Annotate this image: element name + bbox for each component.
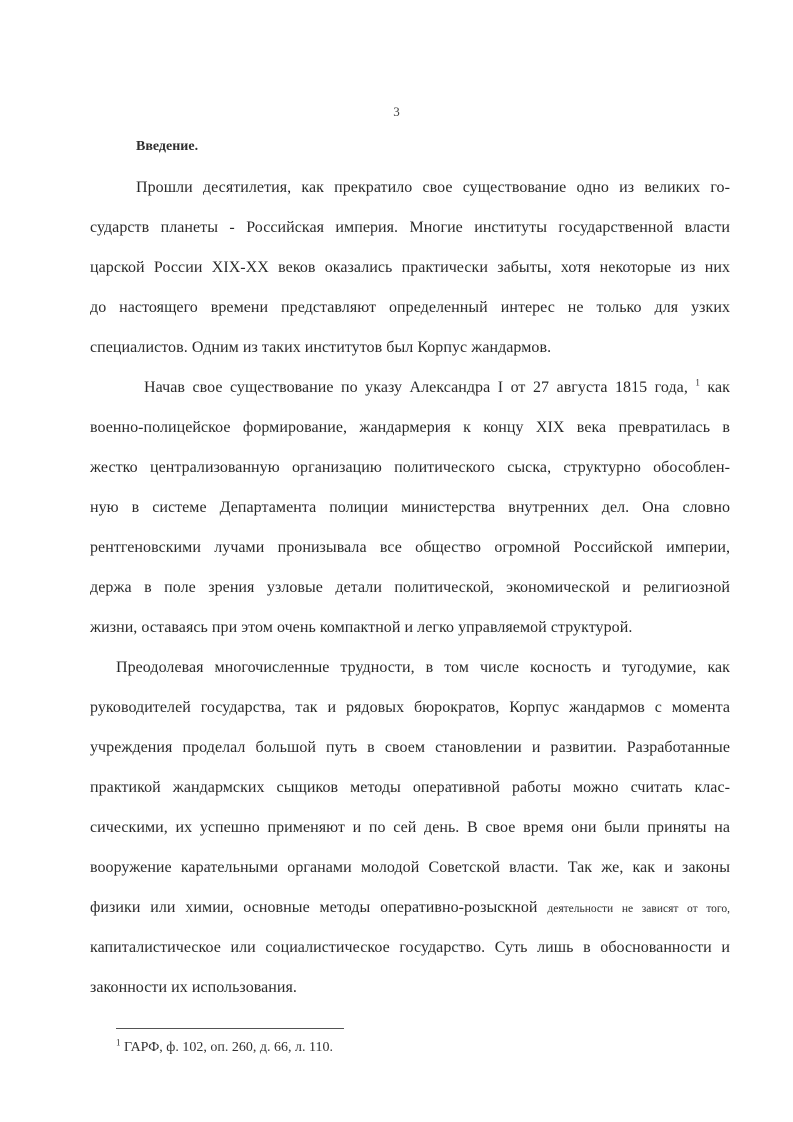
- footnote-text: ГАРФ, ф. 102, оп. 260, д. 66, л. 110.: [124, 1040, 333, 1055]
- paragraph-3-mixed-line: [90, 898, 730, 919]
- paragraph-1-line: сударств планеты - Российская империя. Многие институты государственной власти: [90, 219, 730, 236]
- paragraph-1-line: до настоящего времени представляют определенный интерес не только для узких: [90, 299, 730, 316]
- footnote-divider: [116, 1028, 344, 1029]
- paragraph-2-line: рентгеновскими лучами пронизывала все общество огромной Российской империи,: [90, 539, 730, 556]
- paragraph-2-line: жизни, оставаясь при этом очень компактной и легко управляемой структурой.: [90, 619, 633, 636]
- paragraph-3-line: учреждения проделал большой путь в своем становлении и развитии. Разработанные: [90, 739, 730, 756]
- paragraph-3-line-small-text: деятельности не зависят от того,: [547, 903, 730, 915]
- footnote-reference: 1: [695, 377, 700, 388]
- paragraph-3-line: сическими, их успешно применяют и по сей день. В свое время они были приняты на: [90, 819, 730, 836]
- paragraph-3-line: практикой жандармских сыщиков методы оперативной работы можно считать клас-: [90, 779, 730, 796]
- paragraph-3-line-text: физики или химии, основные методы оперативно-розыскной: [90, 899, 538, 916]
- paragraph-3-line: вооружение карательными органами молодой Советской власти. Так же, как и законы: [90, 859, 730, 876]
- paragraph-3-line: капиталистическое или социалистическое государство. Суть лишь в обоснованности и: [90, 939, 730, 956]
- page-number: 3: [393, 104, 400, 119]
- paragraph-1-line: специалистов. Одним из таких институтов был Корпус жандармов.: [90, 339, 552, 356]
- paragraph-2-line-tail: как: [707, 379, 730, 396]
- paragraph-1-line: Прошли десятилетия, как прекратило свое существование одно из великих го-: [136, 179, 730, 196]
- paragraph-2-line: ную в системе Департамента полиции министерства внутренних дел. Она словно: [90, 499, 730, 516]
- paragraph-3-line: Преодолевая многочисленные трудности, в том числе косность и тугодумие, как: [116, 659, 730, 676]
- paragraph-2-line-text: Начав свое существование по указу Александра I от 27 августа 1815 года,: [144, 379, 688, 396]
- paragraph-1-line: царской России XIX-XX веков оказались практически забыты, хотя некоторые из них: [90, 259, 730, 276]
- footnote: [116, 1037, 333, 1056]
- paragraph-2-line: держа в поле зрения узловые детали политической, экономической и религиозной: [90, 579, 730, 596]
- paragraph-2-line: жестко централизованную организацию политического сыска, структурно обособлен-: [90, 459, 730, 476]
- paragraph-2-first-line: [144, 378, 730, 398]
- paragraph-2-line: военно-полицейское формирование, жандармерия к концу XIX века превратилась в: [90, 419, 730, 436]
- paragraph-3-line: законности их использования.: [90, 979, 297, 996]
- footnote-mark: 1: [116, 1037, 121, 1048]
- section-heading: Введение.: [136, 139, 199, 154]
- paragraph-3-line: руководителей государства, так и рядовых бюрократов, Корпус жандармов с момента: [90, 699, 730, 716]
